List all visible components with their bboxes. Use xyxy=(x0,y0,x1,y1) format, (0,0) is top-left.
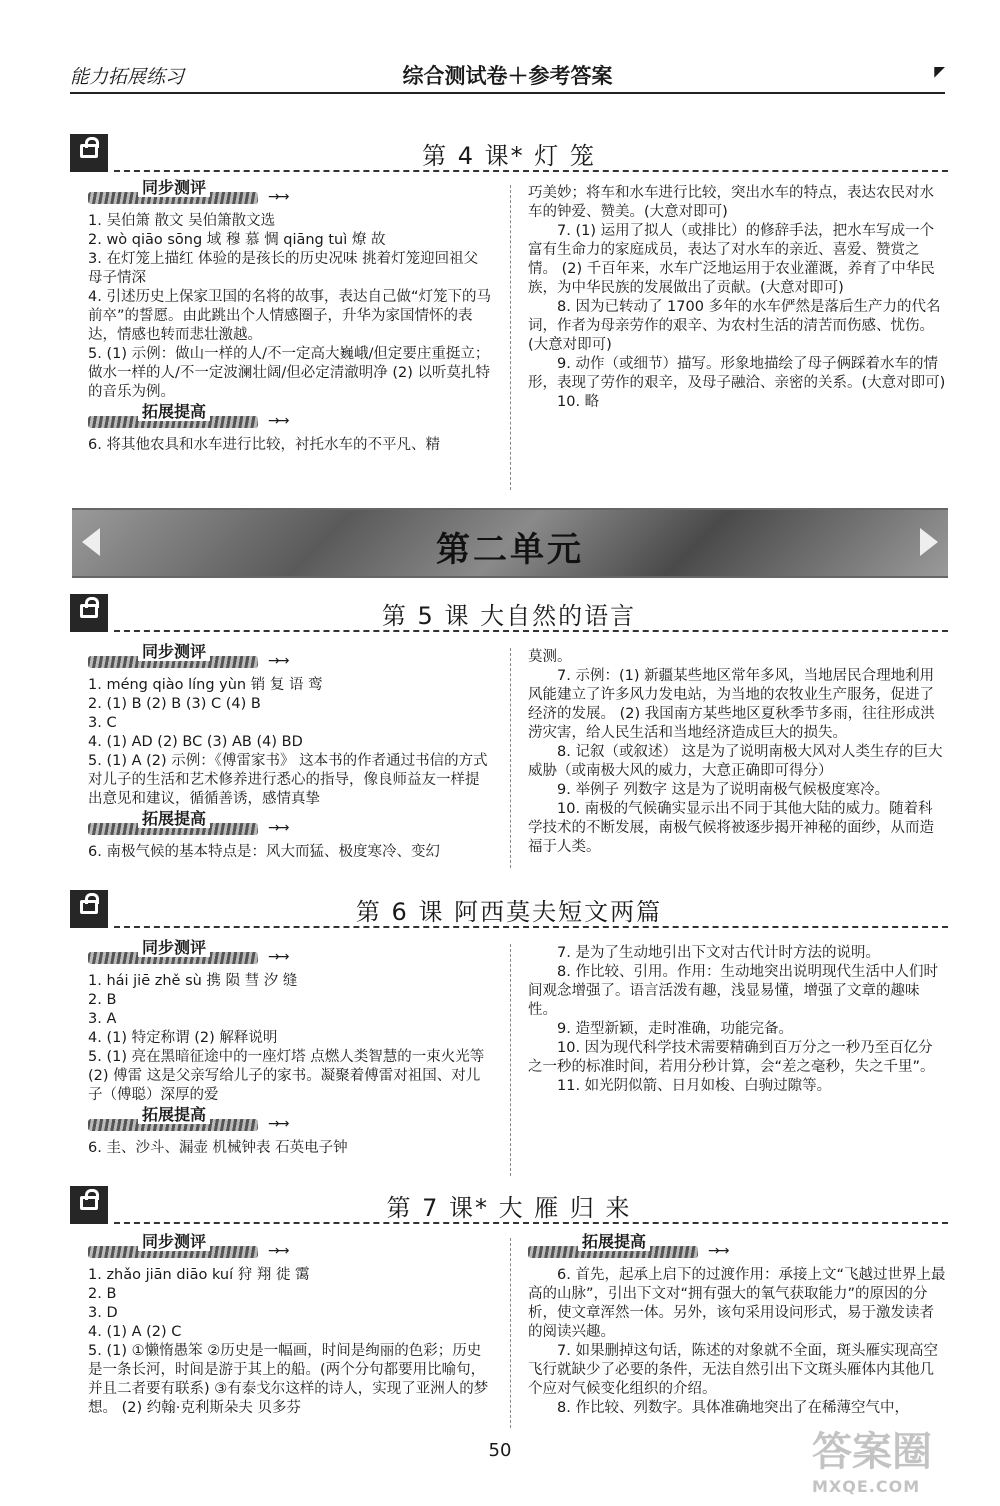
section-header: 同步测评 →→ xyxy=(88,646,492,674)
lesson-6-title: 第 6 课 阿西莫夫短文两篇 xyxy=(355,898,663,926)
answer-item: 8. 因为已转动了 1700 多年的水车俨然是落后生产力的代名词，作者为母亲劳作的艰辛、为农村生活的清苦而伤感、忧伤。(大意对即可) xyxy=(528,299,941,353)
lesson-4-title-bar xyxy=(70,134,948,172)
answer-item: 7. 是为了生动地引出下文对古代计时方法的说明。 xyxy=(557,945,880,961)
answer-item: 1. zhǎo jiān diāo kuí 狩 翔 徙 霭 xyxy=(88,1267,310,1283)
answer-item: 1. hái jiē zhě sù 携 陨 彗 汐 缝 xyxy=(88,973,298,989)
page-header xyxy=(70,58,945,94)
answer-item: 2. B xyxy=(88,992,117,1008)
header-center-title: 综合测试卷＋参考答案 xyxy=(402,64,613,88)
answer-item: 7. (1) 运用了拟人（或排比）的修辞手法，把水车写成一个富有生命力的家庭成员，表达了对水车的亲近、喜爱、赞赏之情。 (2) 千百年来，水车广泛地运用于农业灌溉，养育了中华民族，为中华民族的发展做出了贡献。(大意对即可) xyxy=(528,223,935,296)
answer-item: 5. (1) 示例：做山一样的人/不一定高大巍峨/但定要庄重挺立；做水一样的人/不一定波澜壮阔/但必定清澈明净 (2) 以听莫扎特的音乐为例。 xyxy=(88,346,491,400)
answer-item: 8. 作比较、引用。作用：生动地突出说明现代生活中人们时间观念增强了。语言活泼有趣，浅显易懂，增强了文章的趣味性。 xyxy=(528,964,938,1018)
answer-item: 4. 引述历史上保家卫国的名将的故事，表达自己做“灯笼下的马前卒”的誓愿。由此跳出个人情感圈子，升华为家国情怀的表达，情感也转而悲壮激越。 xyxy=(88,289,491,343)
lesson-5-left-column xyxy=(88,642,492,862)
answer-item: 9. 造型新颖，走时准确，功能完备。 xyxy=(557,1021,793,1037)
unit-banner xyxy=(72,508,948,578)
answer-item: 4. (1) A (2) C xyxy=(88,1324,182,1340)
answer-item: 6. 将其他农具和水车进行比较，衬托水车的不平凡、精 xyxy=(88,437,440,453)
lesson-7-title-bar xyxy=(70,1186,948,1224)
answer-item: 8. 作比较、列数字。具体准确地突出了在稀薄空气中， xyxy=(557,1400,909,1416)
page-number: 50 xyxy=(488,1440,512,1461)
answer-item: 9. 动作（或细节）描写。形象地描绘了母子俩踩着水车的情形，表现了劳作的艰辛，及母子融洽、亲密的关系。(大意对即可) xyxy=(528,356,946,391)
lesson-4-left-column xyxy=(88,178,492,455)
answer-item: 6. 首先，起承上启下的过渡作用：承接上文“飞越过世界上最高的山脉”，引出下文对“拥有强大的氧气获取能力”的原因的分析，使文章浑然一体。另外，该句采用设问形式，易于激发读者的阅读兴趣。 xyxy=(528,1267,946,1340)
answer-item: 7. 示例：(1) 新疆某些地区常年多风，当地居民合理地利用风能建立了许多风力发电站，为当地的农牧业生产服务，促进了经济的发展。 (2) 我国南方某些地区夏秋季节多雨，往往形成洪涝灾害，给人民生活和当地经济造成巨大的损失。 xyxy=(528,668,935,741)
section-header: 拓展提高 →→ xyxy=(88,406,492,434)
header-corner-mark-icon: ◤ xyxy=(934,64,945,80)
answer-item: 8. 记叙（或叙述） 这是为了说明南极大风对人类生存的巨大威胁（或南极大风的威力，大意正确即可得分） xyxy=(528,744,943,779)
answer-item: 10. 南极的气候确实显示出不同于其他大陆的威力。随着科学技术的不断发展，南极气候将被逐步揭开神秘的面纱，从而造福于人类。 xyxy=(528,801,934,855)
answer-item: 10. 因为现代科学技术需要精确到百万分之一秒乃至百亿分之一秒的标准时间，若用分秒计算，会“差之毫秒，失之千里”。 xyxy=(528,1040,935,1075)
answer-item: 莫测。 xyxy=(528,649,572,665)
answer-item: 2. B xyxy=(88,1286,117,1302)
answer-item: 4. (1) 特定称谓 (2) 解释说明 xyxy=(88,1030,278,1046)
answer-item: 4. (1) AD (2) BC (3) AB (4) BD xyxy=(88,734,303,750)
answer-item: 11. 如光阴似箭、日月如梭、白驹过隙等。 xyxy=(557,1078,832,1094)
section-header: 同步测评 →→ xyxy=(88,182,492,210)
answer-item: 1. 吴伯箫 散文 吴伯箫散文选 xyxy=(88,213,276,229)
answer-item: 2. (1) B (2) B (3) C (4) B xyxy=(88,696,261,712)
lesson-6-left-column xyxy=(88,938,492,1158)
answer-item: 9. 举例子 列数字 这是为了说明南极气候极度寒冷。 xyxy=(557,782,890,798)
lesson-5-title-bar xyxy=(70,594,948,632)
section-header: 拓展提高 →→ xyxy=(88,1109,492,1137)
answer-item: 巧美妙；将车和水车进行比较，突出水车的特点，表达农民对水车的钟爱、赞美。(大意对即可) xyxy=(528,185,934,220)
answer-item: 5. (1) 亮在黑暗征途中的一座灯塔 点燃人类智慧的一束火光等 (2) 傅雷 这是父亲写给儿子的家书。凝聚着傅雷对祖国、对儿子（傅聪）深厚的爱 xyxy=(88,1049,485,1103)
answer-item: 6. 圭、沙斗、漏壶 机械钟表 石英电子钟 xyxy=(88,1140,348,1156)
answer-item: 7. 如果删掉这句话，陈述的对象就不全面，斑头雁实现高空飞行就缺少了必要的条件，无法自然引出下文斑头雁体内其他几个应对气候变化组织的介绍。 xyxy=(528,1343,938,1397)
answer-item: 2. wò qiāo sōng 域 穆 慕 惆 qiāng tuì 燎 故 xyxy=(88,232,386,248)
lesson-5-right-column xyxy=(528,648,946,857)
chevron-right-icon xyxy=(920,528,938,556)
answer-item: 5. (1) ①懒惰愚笨 ②历史是一幅画，时间是绚丽的色彩；历史是一条长河，时间是游于其上的船。(两个分句都要用比喻句，并且二者要有联系) ③有泰戈尔这样的诗人，实现了亚洲人的梦想。 (2) 约翰·克利斯朵夫 贝多芬 xyxy=(88,1343,489,1416)
answer-item: 3. C xyxy=(88,715,117,731)
lesson-4-title: 第 4 课* 灯 笼 xyxy=(422,142,596,170)
answer-item: 10. 略 xyxy=(557,394,600,410)
answer-item: 1. méng qiào líng yùn 销 复 语 鸾 xyxy=(88,677,323,693)
lesson-7-right-column xyxy=(528,1232,946,1418)
section-header: 同步测评 →→ xyxy=(88,942,492,970)
section-header: 拓展提高 →→ xyxy=(88,813,492,841)
section-header: 拓展提高 →→ xyxy=(528,1236,946,1264)
lesson-7-left-column xyxy=(88,1232,492,1418)
answer-item: 3. A xyxy=(88,1011,117,1027)
watermark-logo: 答案圈 MXQE.COM xyxy=(812,1429,932,1496)
lesson-6-right-column xyxy=(528,944,946,1096)
answer-item: 6. 南极气候的基本特点是：风大而猛、极度寒冷、变幻 xyxy=(88,844,440,860)
lesson-4-right-column xyxy=(528,184,946,412)
answer-item: 5. (1) A (2) 示例：《傅雷家书》 这本书的作者通过书信的方式对儿子的生活和艺术修养进行悉心的指导，像良师益友一样提出意见和建议，循循善诱，感情真挚 xyxy=(88,753,488,807)
lesson-6-title-bar xyxy=(70,890,948,928)
lesson-7-title: 第 7 课* 大 雁 归 来 xyxy=(386,1194,632,1222)
answer-item: 3. 在灯笼上描红 体验的是孩长的历史况味 挑着灯笼迎回祖父 母子情深 xyxy=(88,251,479,286)
section-header: 同步测评 →→ xyxy=(88,1236,492,1264)
unit-title: 第二单元 xyxy=(436,530,584,570)
header-left-title: 能力拓展练习 xyxy=(70,66,185,88)
answer-item: 3. D xyxy=(88,1305,118,1321)
lesson-5-title: 第 5 课 大自然的语言 xyxy=(381,602,637,630)
